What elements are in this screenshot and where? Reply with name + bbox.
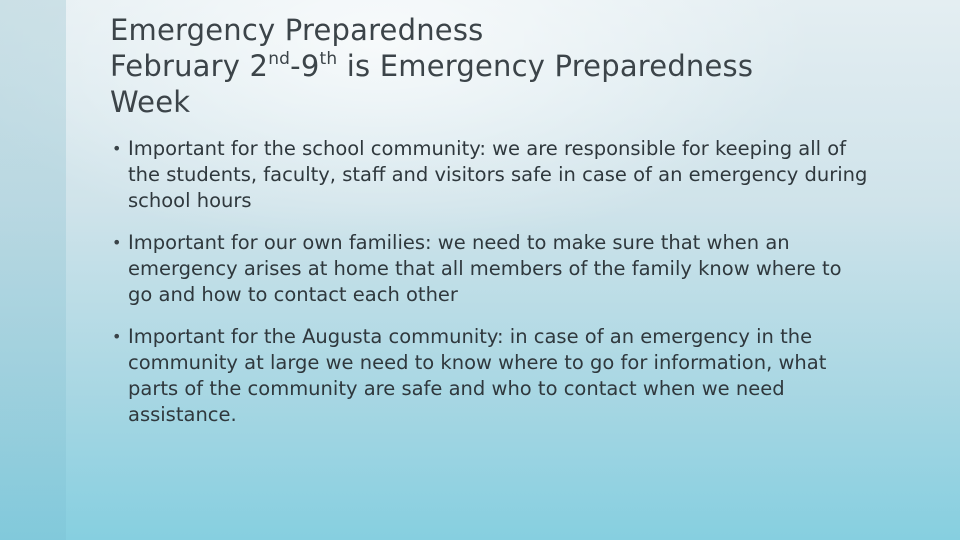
title-superscript-th: th (319, 49, 338, 69)
bullet-text-families: Important for our own families: we need to make sure that when an emergency arises at home that all members of the family know where to go and how to contact each other (128, 231, 842, 306)
bullet-item-families (112, 230, 872, 308)
bullet-marker: • (112, 233, 122, 252)
bullet-text-augusta: Important for the Augusta community: in case of an emergency in the community at large we need to know where to go for information, what parts of the community are safe and who to contact when we need assistance. (128, 325, 827, 426)
title-date-start: February 2 (110, 49, 269, 83)
bullet-list (112, 136, 872, 444)
slide-title (110, 12, 810, 120)
bullet-marker: • (112, 327, 122, 346)
title-line-2-text: is Emergency Preparedness (337, 49, 754, 83)
title-line-2 (110, 49, 753, 83)
title-date-end: -9 (290, 49, 320, 83)
bullet-text-school: Important for the school community: we are responsible for keeping all of the students, faculty, staff and visitors safe in case of an emergency during school hours (128, 137, 868, 212)
title-line-3: Week (110, 85, 191, 119)
bullet-marker: • (112, 139, 122, 158)
title-line-1: Emergency Preparedness (110, 13, 484, 47)
bullet-item-augusta (112, 324, 872, 428)
title-superscript-nd: nd (268, 49, 291, 69)
bullet-item-school (112, 136, 872, 214)
